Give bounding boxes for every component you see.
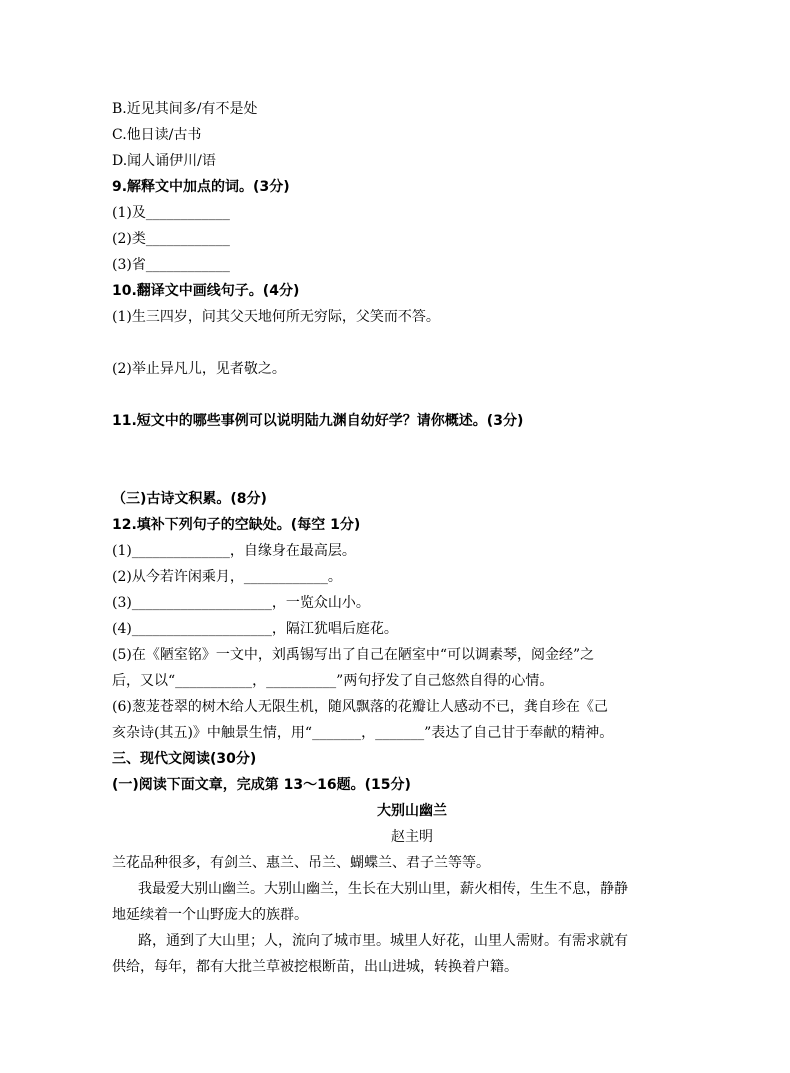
question-10-item-2: (2)举止异凡儿，见者敬之。 xyxy=(112,361,286,377)
question-12-item-5-line-2: 后，又以“___________，__________”两句抒发了自己悠然自得的心情。 xyxy=(112,673,554,689)
question-12-item-6-line-2: 亥杂诗(其五)》中触景生情，用“_______，_______”表达了自己甘于奉献的精神。 xyxy=(112,725,614,741)
question-11-title: 11.短文中的哪些事例可以说明陆九渊自幼好学？请你概述。(3分) xyxy=(112,413,524,429)
question-12-item-6-line-1: (6)葱茏苍翠的树木给人无限生机，随风飘落的花瓣让人感动不已，龚自珍在《己 xyxy=(112,699,608,715)
question-12-item-4: (4)____________________，隔江犹唱后庭花。 xyxy=(112,621,398,637)
question-9-item-2: (2)类____________ xyxy=(112,231,230,247)
question-10-title: 10.翻译文中画线句子。(4分) xyxy=(112,283,300,299)
article-title: 大别山幽兰 xyxy=(377,803,447,819)
paragraph-2-line-2: 地延续着一个山野庞大的族群。 xyxy=(112,907,308,923)
paragraph-1: 兰花品种很多，有剑兰、惠兰、吊兰、蝴蝶兰、君子兰等等。 xyxy=(112,855,490,871)
question-9-item-1: (1)及____________ xyxy=(112,205,230,221)
question-12-item-1: (1)______________，自缘身在最高层。 xyxy=(112,543,356,559)
option-c: C.他日读/古书 xyxy=(112,127,202,143)
question-9-item-3: (3)省____________ xyxy=(112,257,230,273)
question-12-item-3: (3)____________________，一览众山小。 xyxy=(112,595,370,611)
question-12-item-2: (2)从今若许闲乘月，____________。 xyxy=(112,569,342,585)
article-author: 赵主明 xyxy=(391,829,433,845)
question-9-title: 9.解释文中加点的词。(3分) xyxy=(112,179,290,195)
question-10-item-1: (1)生三四岁，问其父天地何所无穷际，父笑而不答。 xyxy=(112,309,440,325)
section-3-title: （三)古诗文积累。(8分) xyxy=(112,491,267,507)
paragraph-3-line-1: 路，通到了大山里；人，流向了城市里。城里人好花，山里人需财。有需求就有 xyxy=(138,933,628,949)
option-d: D.闻人诵伊川/语 xyxy=(112,153,216,169)
option-b: B.近见其间多/有不是处 xyxy=(112,101,258,117)
part-3-subtitle: (一)阅读下面文章，完成第 13～16题。(15分) xyxy=(112,777,411,793)
question-12-item-5-line-1: (5)在《陋室铭》一文中，刘禹锡写出了自己在陋室中“可以调素琴，阅金经”之 xyxy=(112,647,595,663)
paragraph-3-line-2: 供给，每年，都有大批兰草被挖根断苗，出山进城，转换着户籍。 xyxy=(112,959,518,975)
question-12-title: 12.填补下列句子的空缺处。(每空 1分) xyxy=(112,517,361,533)
part-3-title: 三、现代文阅读(30分) xyxy=(112,751,257,767)
paragraph-2-line-1: 我最爱大别山幽兰。大别山幽兰，生长在大别山里，薪火相传，生生不息，静静 xyxy=(138,881,628,897)
